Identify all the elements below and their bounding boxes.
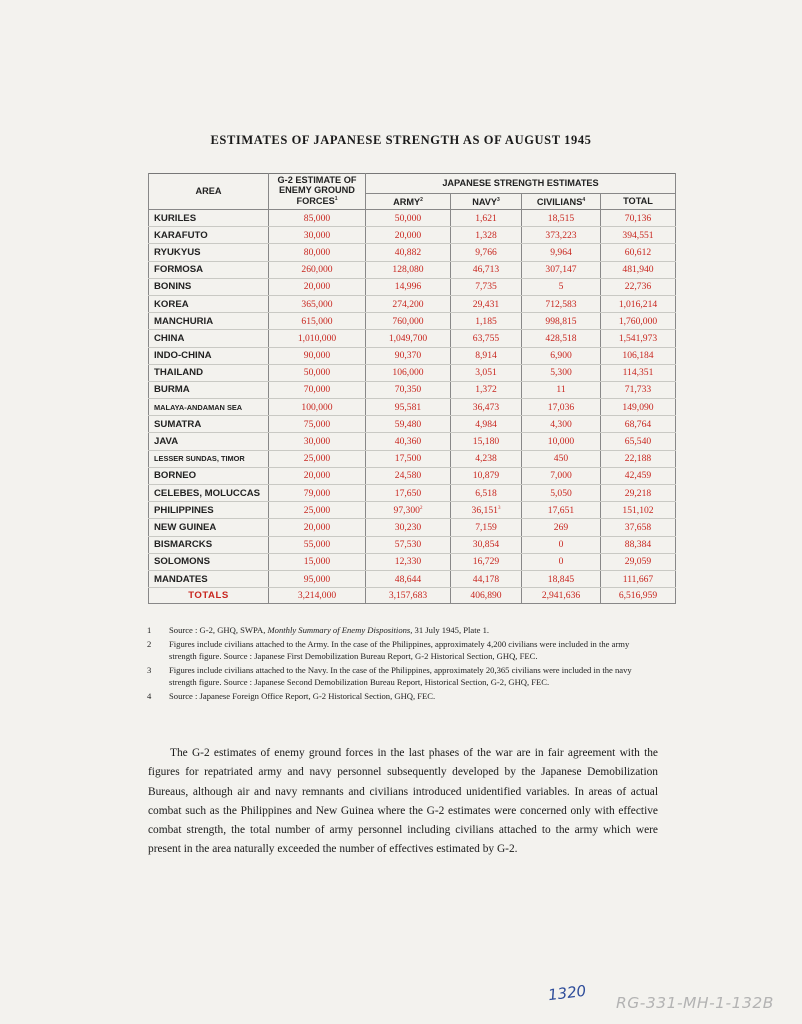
cell-army: 760,000: [366, 313, 451, 330]
cell-g2: 100,000: [269, 399, 366, 416]
cell-g2: 15,000: [269, 553, 366, 570]
table-row: [149, 244, 676, 261]
cell-civilians: 11: [522, 381, 601, 398]
cell-area: CHINA: [149, 330, 269, 347]
cell-g2: 1,010,000: [269, 330, 366, 347]
cell-army-footnote: 2: [419, 505, 423, 511]
cell-total: 106,184: [601, 347, 676, 364]
cell-navy: 7,735: [451, 278, 522, 295]
body-paragraph: The G-2 estimates of enemy ground forces in the last phases of the war are in fair agreement with the figures for repatriated army and navy personnel subsequently developed by the Japanese Demobilization Bureaus, although air and navy remnants and civilians introduced unidentified variables. In areas of actual combat such as the Philippines and New Guinea where the G-2 estimates were concerned only with effective combat strength, the total number of army personnel including civilians attached to the army which were present in the area naturally exceeded the number of effectives estimated by G-2.: [148, 747, 658, 856]
col-header-navy-footnote: 3: [497, 196, 500, 203]
cell-totals-label: TOTALS: [149, 588, 269, 604]
cell-civilians: 0: [522, 536, 601, 553]
cell-army: 57,530: [366, 536, 451, 553]
cell-area: RYUKYUS: [149, 244, 269, 261]
cell-g2: 20,000: [269, 278, 366, 295]
cell-navy: 4,238: [451, 450, 522, 467]
cell-navy: 15,180: [451, 433, 522, 450]
cell-army-value: 97,300: [393, 504, 420, 516]
cell-army: 95,581: [366, 399, 451, 416]
cell-area: NEW GUINEA: [149, 519, 269, 536]
cell-civilians: 18,845: [522, 570, 601, 587]
cell-army: 20,000: [366, 227, 451, 244]
cell-navy: 6,518: [451, 485, 522, 502]
cell-navy: 30,854: [451, 536, 522, 553]
cell-army: 59,480: [366, 416, 451, 433]
cell-g2: 30,000: [269, 433, 366, 450]
cell-g2: 55,000: [269, 536, 366, 553]
cell-army: 90,370: [366, 347, 451, 364]
cell-civilians: 4,300: [522, 416, 601, 433]
cell-area: JAVA: [149, 433, 269, 450]
cell-total: 1,541,973: [601, 330, 676, 347]
cell-army: 128,080: [366, 261, 451, 278]
cell-navy: 7,159: [451, 519, 522, 536]
cell-civilians: 6,900: [522, 347, 601, 364]
cell-total: 65,540: [601, 433, 676, 450]
table-row: [149, 519, 676, 536]
cell-g2: 365,000: [269, 295, 366, 312]
cell-total: 29,059: [601, 553, 676, 570]
cell-total: 481,940: [601, 261, 676, 278]
cell-area: SOLOMONS: [149, 553, 269, 570]
cell-area: BURMA: [149, 381, 269, 398]
cell-navy: 46,713: [451, 261, 522, 278]
cell-total: 29,218: [601, 485, 676, 502]
table-row: [149, 502, 676, 519]
cell-area: LESSER SUNDAS, TIMOR: [149, 450, 269, 467]
cell-g2: 95,000: [269, 570, 366, 587]
cell-army: 40,360: [366, 433, 451, 450]
table-row: [149, 467, 676, 484]
cell-area: FORMOSA: [149, 261, 269, 278]
col-header-g2-label: G-2 ESTIMATE OF ENEMY GROUND FORCES: [277, 175, 357, 207]
col-header-g2: [269, 174, 366, 210]
cell-civilians: 5,050: [522, 485, 601, 502]
cell-army: 50,000: [366, 210, 451, 227]
col-header-group: JAPANESE STRENGTH ESTIMATES: [366, 174, 676, 194]
cell-area: BISMARCKS: [149, 536, 269, 553]
table-row: [149, 364, 676, 381]
cell-navy-footnote: 3: [497, 505, 501, 511]
cell-navy: 1,185: [451, 313, 522, 330]
cell-area: BONINS: [149, 278, 269, 295]
table-row: [149, 330, 676, 347]
cell-navy: 4,984: [451, 416, 522, 433]
strength-table-container: [148, 173, 676, 604]
footnote-text: Figures include civilians attached to the Navy. In the case of the Philippines, approximately 20,365 civilians were included in the navy strength figure. Source : Japanese Second Demobilization Bureau Report, Historical Section, G-2, GHQ, FEC.: [169, 665, 632, 687]
archive-reference-stamp: RG-331-MH-1-132B: [616, 994, 774, 1012]
cell-army: 48,644: [366, 570, 451, 587]
cell-army: 70,350: [366, 381, 451, 398]
cell-total: 1,016,214: [601, 295, 676, 312]
footnote: [147, 625, 657, 636]
footnote: [147, 691, 657, 702]
cell-civilians: 7,000: [522, 467, 601, 484]
table-row: [149, 227, 676, 244]
cell-area: KOREA: [149, 295, 269, 312]
cell-navy: 36,473: [451, 399, 522, 416]
cell-area: MANDATES: [149, 570, 269, 587]
table-row: [149, 485, 676, 502]
cell-g2: 70,000: [269, 381, 366, 398]
table-row: [149, 210, 676, 227]
cell-army: 24,580: [366, 467, 451, 484]
footnote-number: 2: [147, 639, 152, 650]
footnote-text: Source : Japanese Foreign Office Report, G-2 Historical Section, GHQ, FEC.: [169, 691, 436, 702]
cell-civilians: 450: [522, 450, 601, 467]
cell-navy: 8,914: [451, 347, 522, 364]
table-row: [149, 313, 676, 330]
table-row: [149, 570, 676, 587]
cell-total: 22,188: [601, 450, 676, 467]
cell-g2: 79,000: [269, 485, 366, 502]
col-header-area: AREA: [149, 174, 269, 210]
cell-civilians: 307,147: [522, 261, 601, 278]
cell-area: MALAYA-ANDAMAN SEA: [149, 399, 269, 416]
cell-g2: 260,000: [269, 261, 366, 278]
col-header-army-footnote: 2: [420, 196, 423, 203]
col-header-civilians-label: CIVILIANS: [536, 196, 583, 207]
cell-area: PHILIPPINES: [149, 502, 269, 519]
cell-army: 40,882: [366, 244, 451, 261]
footnote-text-b: 31 July 1945, Plate 1.: [412, 625, 490, 635]
cell-area: INDO-CHINA: [149, 347, 269, 364]
cell-g2: 20,000: [269, 467, 366, 484]
cell-total: 111,667: [601, 570, 676, 587]
cell-civilians: 9,964: [522, 244, 601, 261]
cell-total: 70,136: [601, 210, 676, 227]
cell-total: 22,736: [601, 278, 676, 295]
table-row: [149, 347, 676, 364]
col-header-navy: [451, 194, 522, 210]
cell-total: 6,516,959: [601, 588, 676, 604]
cell-g2: 25,000: [269, 502, 366, 519]
cell-g2: 90,000: [269, 347, 366, 364]
cell-civilians: 269: [522, 519, 601, 536]
footnotes: [147, 625, 657, 705]
cell-navy: 3,051: [451, 364, 522, 381]
cell-civilians: 18,515: [522, 210, 601, 227]
cell-navy: 1,621: [451, 210, 522, 227]
cell-civilians: 17,651: [522, 502, 601, 519]
table-row: [149, 416, 676, 433]
cell-area: SUMATRA: [149, 416, 269, 433]
table-row: [149, 278, 676, 295]
footnote-text: Figures include civilians attached to the Army. In the case of the Philippines, approximately 4,200 civilians were included in the army strength figure. Source : Japanese First Demobilization Bureau Report, G-2 Historical Section, GHQ, FEC.: [169, 639, 630, 661]
footnote-number: 3: [147, 665, 152, 676]
cell-area: KARAFUTO: [149, 227, 269, 244]
cell-navy: 44,178: [451, 570, 522, 587]
cell-total: 149,090: [601, 399, 676, 416]
cell-civilians: 5,300: [522, 364, 601, 381]
cell-army: 106,000: [366, 364, 451, 381]
cell-civilians: 712,583: [522, 295, 601, 312]
footnote: [147, 639, 657, 662]
footnote-text: [169, 625, 657, 636]
col-header-civilians: [522, 194, 601, 210]
cell-civilians: 17,036: [522, 399, 601, 416]
cell-g2: 25,000: [269, 450, 366, 467]
col-header-civilians-footnote: 4: [582, 196, 586, 203]
page-title: ESTIMATES OF JAPANESE STRENGTH AS OF AUGUST 1945: [210, 133, 592, 147]
cell-civilians: 0: [522, 553, 601, 570]
col-header-g2-footnote: 1: [334, 196, 338, 203]
table-row: [149, 553, 676, 570]
table-row: [149, 399, 676, 416]
cell-area: CELEBES, MOLUCCAS: [149, 485, 269, 502]
cell-army: 12,330: [366, 553, 451, 570]
cell-navy: 29,431: [451, 295, 522, 312]
cell-navy: 10,879: [451, 467, 522, 484]
cell-army: 3,157,683: [366, 588, 451, 604]
cell-civilians: 373,223: [522, 227, 601, 244]
cell-civilians: 5: [522, 278, 601, 295]
cell-navy: [451, 502, 522, 519]
cell-area: THAILAND: [149, 364, 269, 381]
cell-navy: 9,766: [451, 244, 522, 261]
cell-total: 37,658: [601, 519, 676, 536]
footnote-text-a: Source : G-2, GHQ, SWPA,: [169, 625, 268, 635]
cell-total: 151,102: [601, 502, 676, 519]
footnote-number: 1: [147, 625, 152, 635]
footnote-number: 4: [147, 691, 152, 702]
table-row: [149, 381, 676, 398]
strength-table: [148, 173, 676, 604]
col-header-army-label: ARMY: [393, 196, 421, 207]
cell-army: 17,650: [366, 485, 451, 502]
cell-total: 60,612: [601, 244, 676, 261]
cell-civilians: 10,000: [522, 433, 601, 450]
table-row: [149, 433, 676, 450]
cell-g2: 80,000: [269, 244, 366, 261]
table-row: [149, 450, 676, 467]
cell-g2: 75,000: [269, 416, 366, 433]
cell-navy-value: 36,151: [471, 504, 498, 516]
cell-area: MANCHURIA: [149, 313, 269, 330]
cell-g2: 50,000: [269, 364, 366, 381]
table-row: [149, 536, 676, 553]
cell-g2: 85,000: [269, 210, 366, 227]
cell-army: 14,996: [366, 278, 451, 295]
handwritten-page-number: 1320: [547, 981, 588, 1005]
cell-g2: 20,000: [269, 519, 366, 536]
table-row: [149, 295, 676, 312]
cell-total: 114,351: [601, 364, 676, 381]
cell-g2: 30,000: [269, 227, 366, 244]
col-header-total: TOTAL: [601, 194, 676, 210]
col-header-navy-label: NAVY: [472, 196, 498, 207]
totals-row: [149, 588, 676, 604]
cell-total: 394,551: [601, 227, 676, 244]
cell-army: 274,200: [366, 295, 451, 312]
col-header-army: [366, 194, 451, 210]
cell-total: 68,764: [601, 416, 676, 433]
cell-total: 71,733: [601, 381, 676, 398]
cell-navy: 63,755: [451, 330, 522, 347]
cell-army: [366, 502, 451, 519]
cell-g2: 615,000: [269, 313, 366, 330]
cell-total: 42,459: [601, 467, 676, 484]
footnote-text-italic: Monthly Summary of Enemy Dispositions,: [267, 625, 413, 635]
cell-civilians: 998,815: [522, 313, 601, 330]
cell-civilians: 428,518: [522, 330, 601, 347]
cell-area: BORNEO: [149, 467, 269, 484]
cell-total: 1,760,000: [601, 313, 676, 330]
cell-area: KURILES: [149, 210, 269, 227]
cell-navy: 406,890: [451, 588, 522, 604]
footnote: [147, 665, 657, 688]
cell-navy: 16,729: [451, 553, 522, 570]
cell-total: 88,384: [601, 536, 676, 553]
cell-army: 17,500: [366, 450, 451, 467]
cell-army: 30,230: [366, 519, 451, 536]
table-row: [149, 261, 676, 278]
cell-army: 1,049,700: [366, 330, 451, 347]
cell-navy: 1,372: [451, 381, 522, 398]
cell-civilians: 2,941,636: [522, 588, 601, 604]
cell-g2: 3,214,000: [269, 588, 366, 604]
cell-navy: 1,328: [451, 227, 522, 244]
